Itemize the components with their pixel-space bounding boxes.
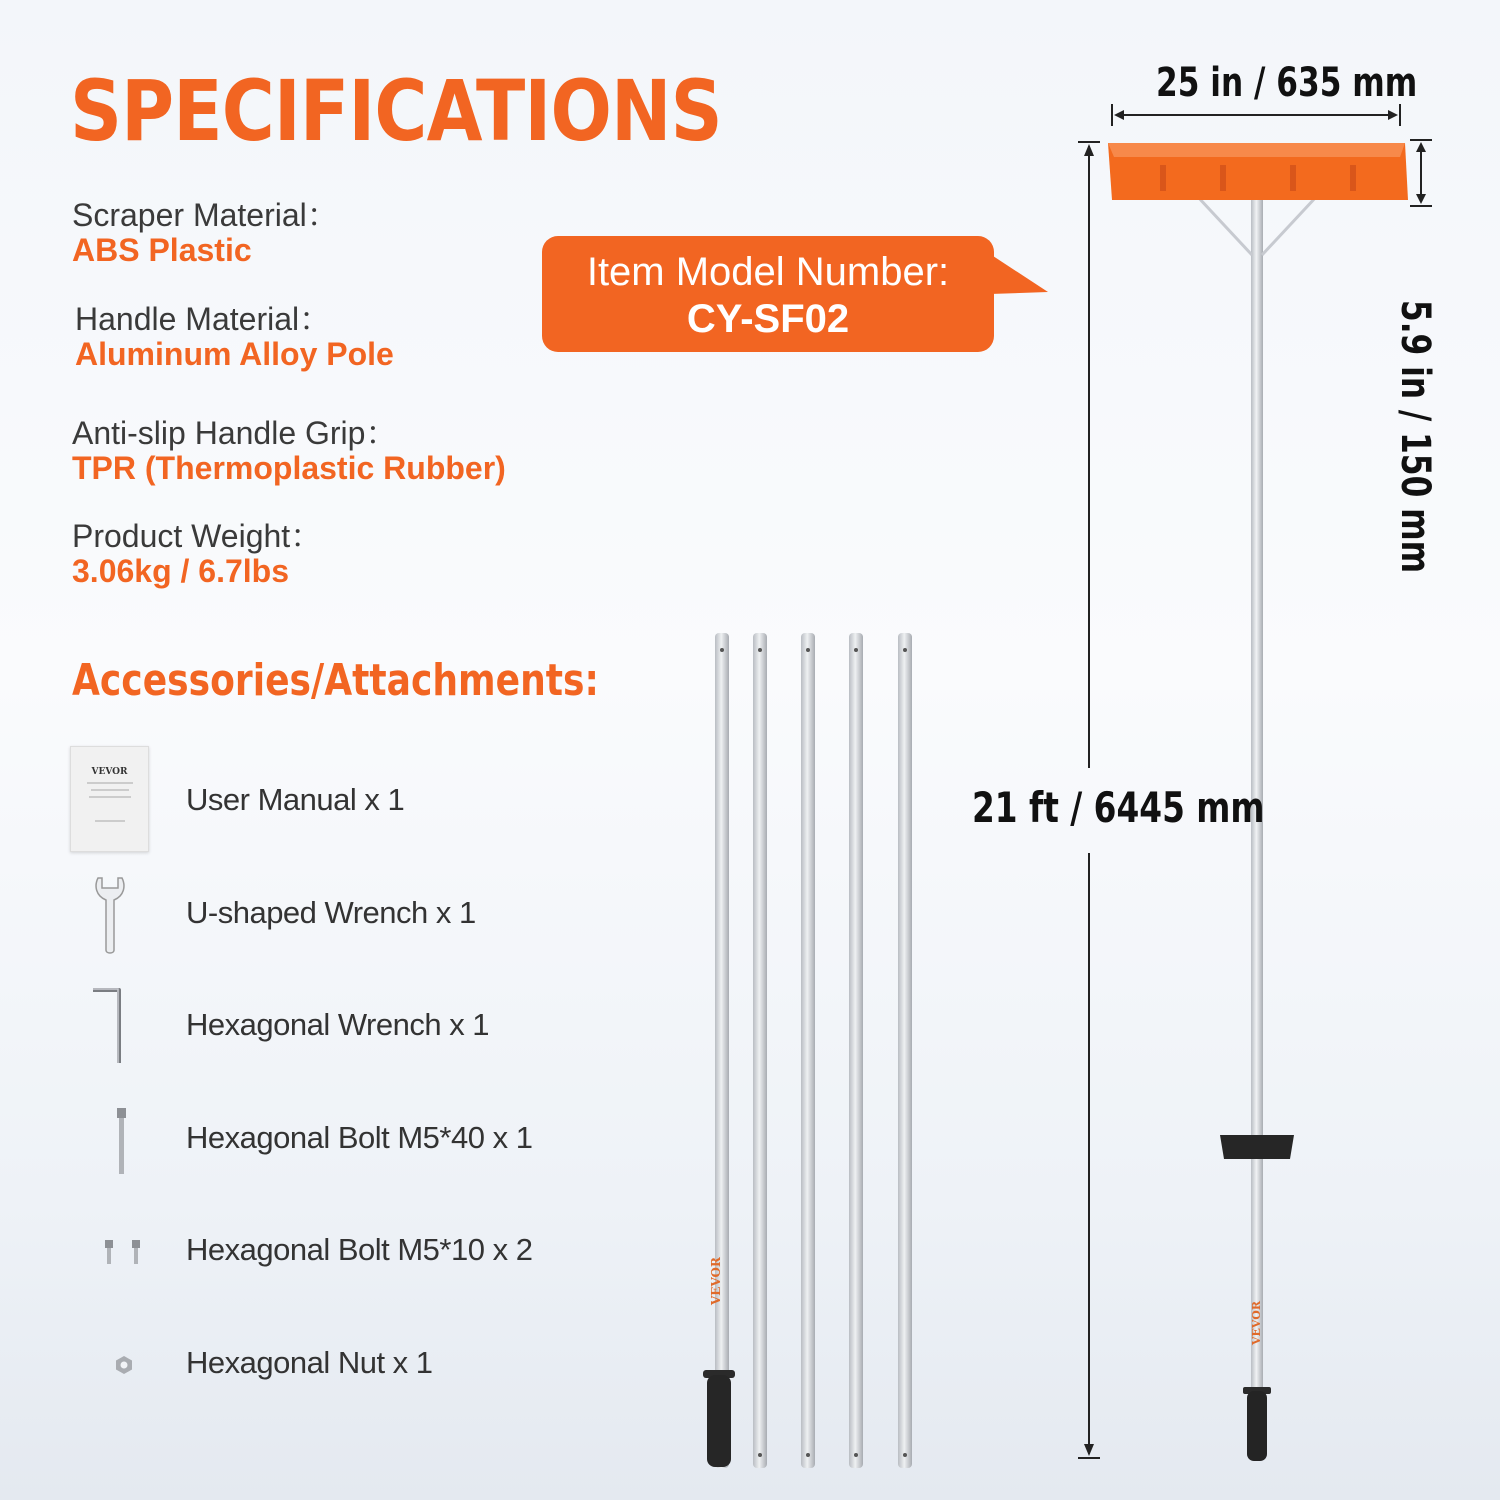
accessory-label: Hexagonal Bolt M5*40 x 1 bbox=[186, 1120, 533, 1155]
page-title: SPECIFICATIONS bbox=[70, 62, 722, 160]
model-number: CY-SF02 bbox=[686, 297, 850, 341]
length-dimension-label: 21 ft / 6445 mm bbox=[972, 783, 1265, 832]
callout-pointer bbox=[990, 250, 1052, 310]
model-callout bbox=[542, 236, 994, 352]
bolt-icon bbox=[112, 1108, 132, 1176]
model-label: Item Model Number: bbox=[586, 250, 950, 294]
accessory-label: Hexagonal Nut x 1 bbox=[186, 1345, 433, 1380]
pole-brand: VEVOR bbox=[709, 1257, 723, 1305]
spec-value-weight: 3.06kg / 6.7lbs bbox=[72, 553, 290, 589]
pole-brand: VEVOR bbox=[1250, 1301, 1263, 1345]
hex-key-icon bbox=[90, 985, 130, 1067]
accessory-label: User Manual x 1 bbox=[186, 782, 405, 817]
spec-label-weight: Product Weight： bbox=[72, 518, 323, 554]
accessory-label: Hexagonal Wrench x 1 bbox=[186, 1007, 490, 1042]
wrench-icon bbox=[92, 876, 128, 956]
accessory-label: U-shaped Wrench x 1 bbox=[186, 895, 476, 930]
small-bolts-icon bbox=[103, 1238, 143, 1268]
spec-label-scraper: Scraper Material： bbox=[72, 197, 339, 233]
spec-value-scraper: ABS Plastic bbox=[72, 232, 252, 268]
accessories-title: Accessories/Attachments: bbox=[72, 655, 599, 706]
accessory-label: Hexagonal Bolt M5*10 x 2 bbox=[186, 1232, 533, 1267]
spec-value-handle: Aluminum Alloy Pole bbox=[75, 336, 394, 372]
spec-value-grip: TPR (Thermoplastic Rubber) bbox=[72, 450, 506, 486]
spec-label-handle: Handle Material： bbox=[75, 301, 332, 337]
height-dimension-label: 5.9 in / 150 mm bbox=[1392, 300, 1438, 574]
manual-icon bbox=[70, 746, 149, 852]
width-dimension-label: 25 in / 635 mm bbox=[1156, 60, 1418, 106]
nut-icon bbox=[114, 1355, 134, 1375]
manual-brand: VEVOR bbox=[91, 767, 128, 777]
height-dimension-arrow bbox=[1406, 136, 1436, 210]
pole-sections-image bbox=[690, 625, 930, 1475]
spec-label-grip: Anti-slip Handle Grip： bbox=[72, 415, 398, 451]
